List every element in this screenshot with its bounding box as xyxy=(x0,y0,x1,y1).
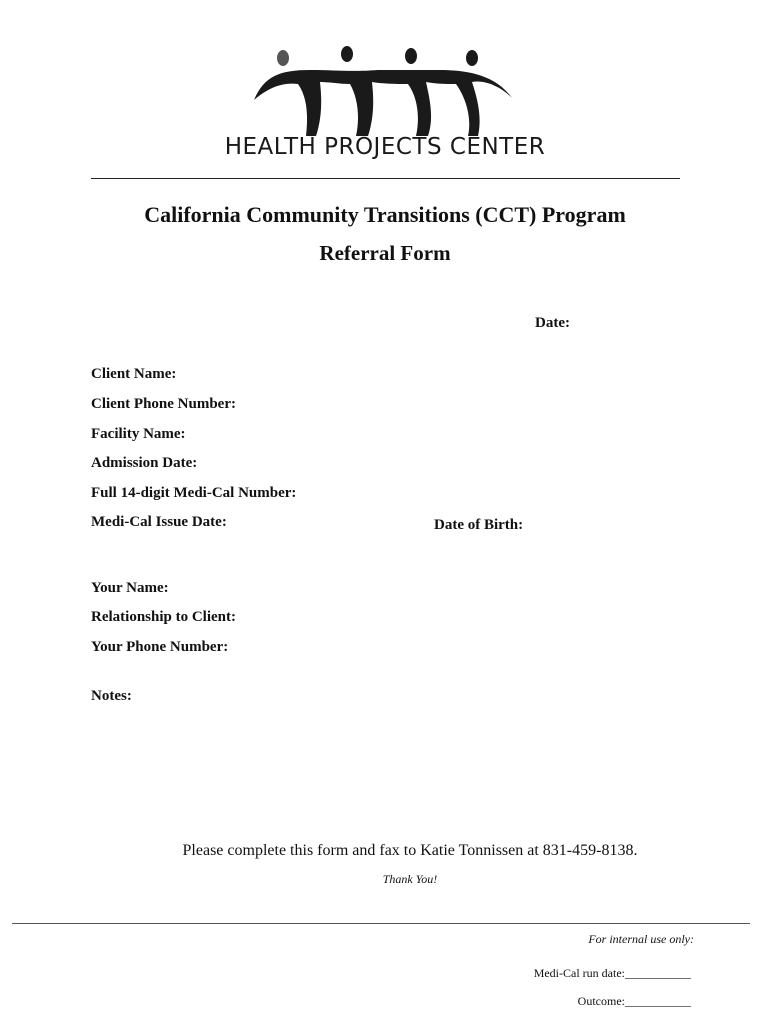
date-label: Date: xyxy=(535,315,570,331)
header-divider xyxy=(91,178,680,179)
form-title: California Community Transitions (CCT) Program xyxy=(144,202,626,227)
notes-label: Notes: xyxy=(91,688,132,704)
facility-name-label: Facility Name: xyxy=(91,426,186,442)
fax-instructions: Please complete this form and fax to Katie Tonnissen at 831-459-8138. xyxy=(182,842,638,859)
footer-divider xyxy=(12,923,750,924)
outcome: Outcome:___________ xyxy=(577,994,691,1008)
medi-cal-run-date: Medi-Cal run date:___________ xyxy=(533,966,691,980)
your-phone-label: Your Phone Number: xyxy=(91,639,229,655)
relationship-label: Relationship to Client: xyxy=(91,609,237,625)
org-name: HEALTH PROJECTS CENTER xyxy=(224,134,546,160)
internal-use-label: For internal use only: xyxy=(588,932,694,946)
date-of-birth-label: Date of Birth: xyxy=(434,517,524,533)
client-phone-label: Client Phone Number: xyxy=(91,396,236,412)
medi-cal-issue-date-label: Medi-Cal Issue Date: xyxy=(91,514,227,530)
health-projects-center-logo xyxy=(250,40,520,140)
client-name-label: Client Name: xyxy=(91,366,177,382)
thank-you: Thank You! xyxy=(382,872,438,886)
form-subtitle: Referral Form xyxy=(319,241,451,265)
admission-date-label: Admission Date: xyxy=(91,455,198,471)
your-name-label: Your Name: xyxy=(91,580,169,596)
medi-cal-number-label: Full 14-digit Medi-Cal Number: xyxy=(91,485,297,501)
